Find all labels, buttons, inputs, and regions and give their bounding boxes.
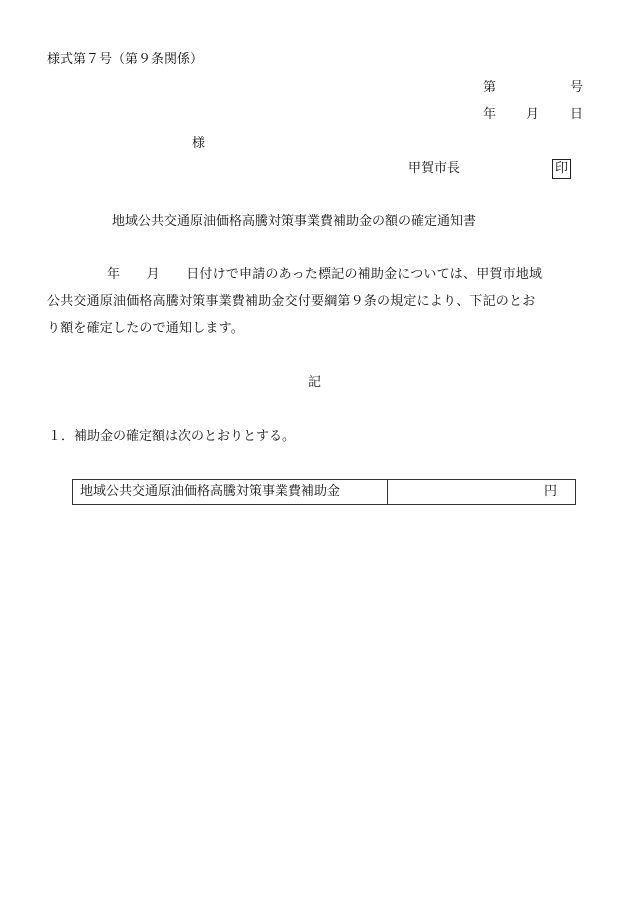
document-number-prefix: 第 <box>483 80 497 95</box>
body-paragraph-line-2: 公共交通原油価格高騰対策事業費補助金交付要綱第９条の規定により、下記のとお <box>47 294 536 309</box>
amount-table-label: 地域公共交通原油価格高騰対策事業費補助金 <box>73 480 388 504</box>
amount-table <box>72 479 576 505</box>
ki-heading: 記 <box>308 375 322 390</box>
form-number: 様式第７号（第９条関係） <box>47 52 204 67</box>
date-year-label: 年 <box>483 107 497 122</box>
document-title: 地域公共交通原油価格高騰対策事業費補助金の額の確定通知書 <box>112 214 477 229</box>
date-month-label: 月 <box>526 107 540 122</box>
body-paragraph-line-3: り額を確定したので通知します。 <box>47 321 244 336</box>
document-number-suffix: 号 <box>570 80 584 95</box>
item-1-text: １．補助金の確定額は次のとおりとする。 <box>48 429 296 444</box>
body-paragraph-line-1: 年 月 日付けで申請のあった標記の補助金については、甲賀市地域 <box>107 267 543 282</box>
seal-mark: 印 <box>552 159 571 179</box>
date-day-label: 日 <box>570 107 584 122</box>
addressee-honorific: 様 <box>192 136 206 151</box>
issuer-title: 甲賀市長 <box>408 161 461 176</box>
amount-table-value[interactable]: 円 <box>543 484 557 499</box>
